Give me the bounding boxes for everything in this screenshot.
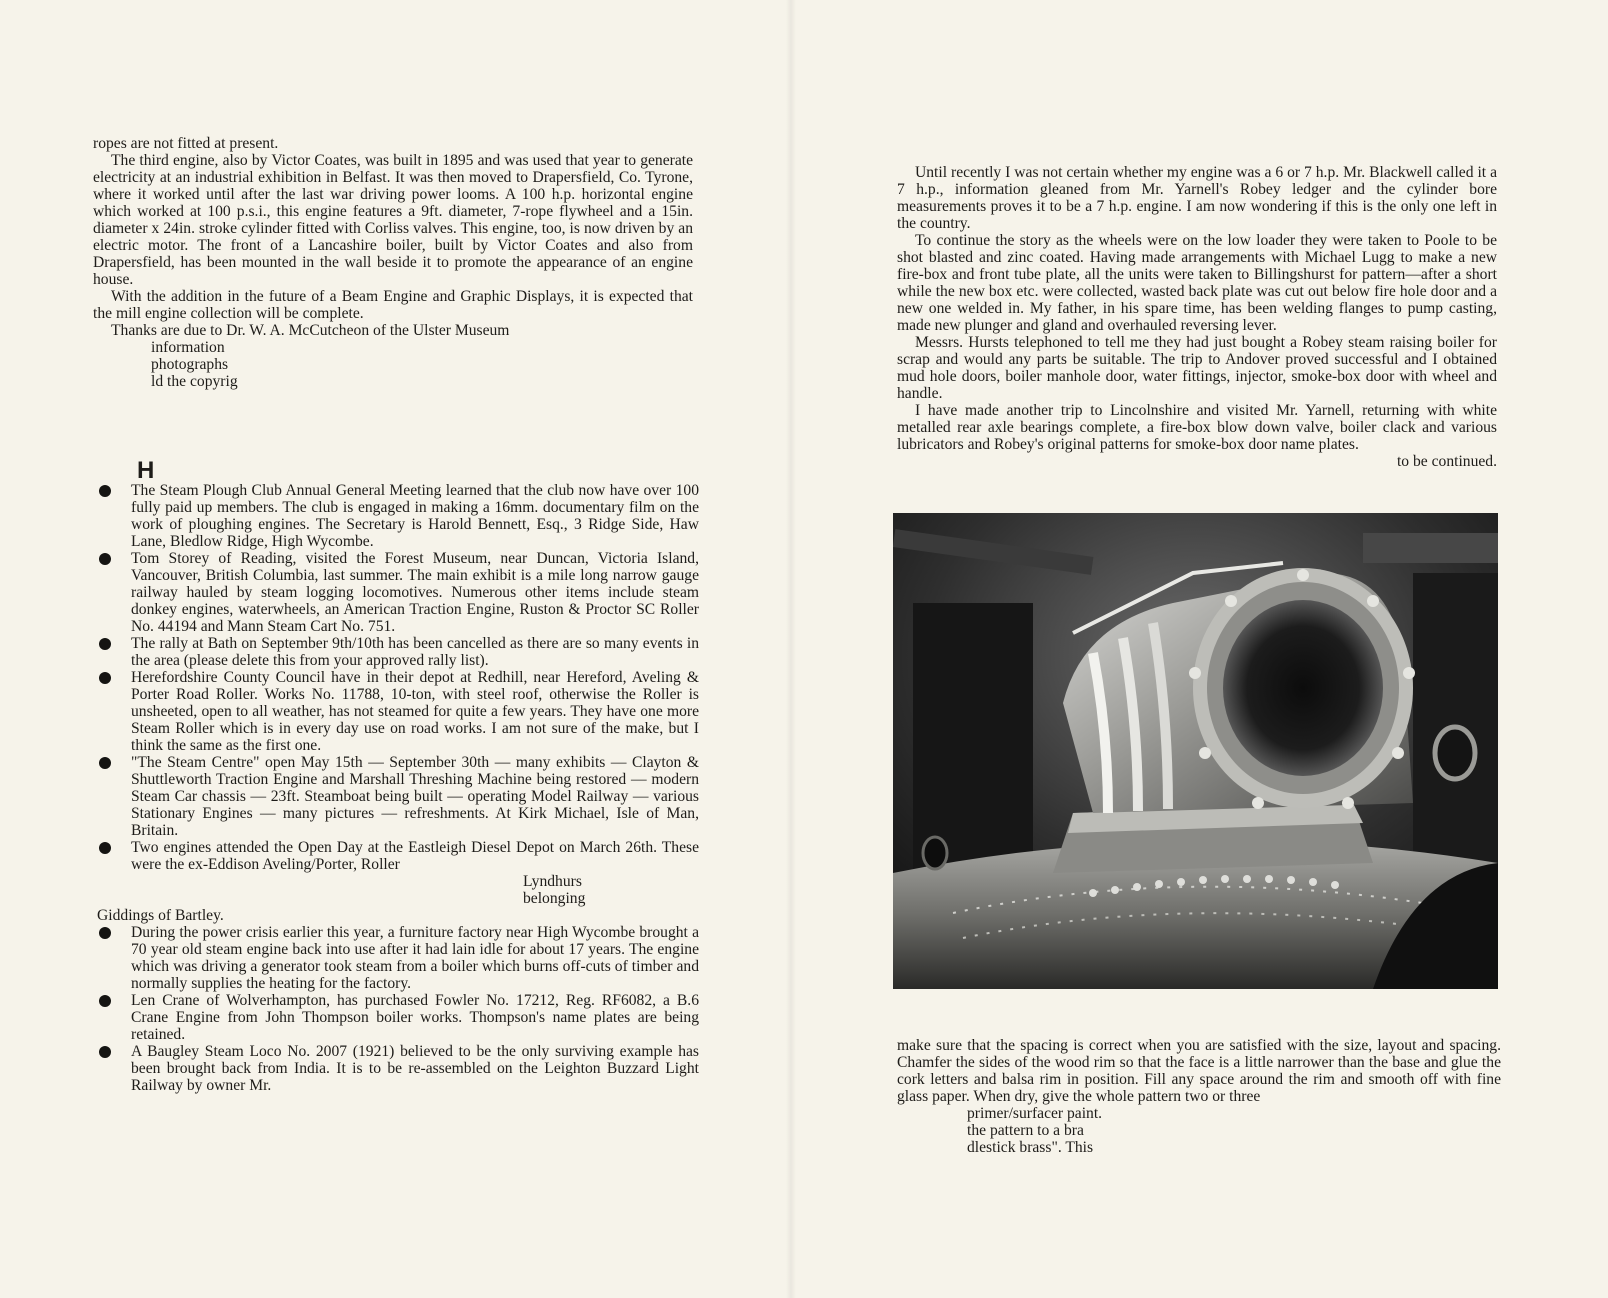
paragraph-hursts: Messrs. Hursts telephoned to tell me they had just bought a Robey steam raising boiler for scrap and would any parts be suitable. The trip to Andover proved successful and I obtained mud hole doors, boiler manhole door, water fittings, injector, smoke-box door with wheel and handle.: [897, 334, 1497, 402]
section-heading-letter: H: [137, 457, 155, 484]
news-item-forest-museum: Tom Storey of Reading, visited the Forest Museum, near Duncan, Victoria Island, Vancouver, British Columbia, last summer. The main exhibit is a mile long narrow gauge railway hauled by steam logging locomotives. Numerous other items include steam donkey engines, waterwheels, an American Traction Engine, Ruston & Proctor SC Roller No. 44194 and Mann Steam Cart No. 751.: [93, 550, 699, 635]
bullet-dot-icon: [99, 757, 111, 769]
bullet-dot-icon: [99, 485, 111, 497]
bullet-dot-icon: [99, 995, 111, 1007]
fragment-copyright: ld the copyrig: [151, 373, 238, 390]
photo-engine-cylinder: [893, 513, 1498, 989]
fragment-giddings: Giddings of Bartley.: [97, 907, 224, 924]
news-list: [93, 482, 699, 1094]
paragraph-thanks: Thanks are due to Dr. W. A. McCutcheon of the Ulster Museum: [111, 322, 510, 339]
paragraph-beam-engine: With the addition in the future of a Beam Engine and Graphic Displays, it is expected that the mill engine collection will be complete.: [93, 288, 693, 322]
news-item-bath-rally: The rally at Bath on September 9th/10th has been cancelled as there are so many events in the area (please delete this from your approved rally list).: [93, 635, 699, 669]
news-item-eastleigh-open-day: Two engines attended the Open Day at the Eastleigh Diesel Depot on March 26th. These were the ex-Eddison Aveling/Porter, Roller Lyndhurs belonging Giddings of Bartley.: [97, 839, 699, 924]
paragraph-continue-story: To continue the story as the wheels were on the low loader they were taken to Poole to be shot blasted and zinc coated. Having made arrangements with Michael Lugg to make a new fire-box and front tube plate, all the units were taken to Billingshurst for pattern—after a short while the new box etc. were collected, wasted back plate was cut out below fire hole door and a new one welded in. My father, in his spare time, has been welding flanges to pump casting, made new plunger and gland and overhauled reversing lever.: [897, 232, 1497, 334]
fragment-lyndhurst: Lyndhurs: [523, 873, 582, 890]
paragraph-pattern-instructions: make sure that the spacing is correct when you are satisfied with the size, layout and spacing. Chamfer the sides of the wood rim so that the face is a little narrower than the base and glue the cork letters and balsa rim in position. Fill any space around the rim and smooth off with fine glass paper. When dry, give the whole pattern two or three: [897, 1037, 1501, 1105]
fragment-primer: primer/surfacer paint.: [967, 1105, 1103, 1122]
left-column-top-text: [93, 135, 693, 390]
news-item-steam-plough-club: The Steam Plough Club Annual General Meeting learned that the club now have over 100 fully paid up members. The club is engaged in making a 16mm. documentary film on the work of ploughing engines. The Secretary is Harold Bennett, Esq., 3 Ridge Side, Haw Lane, Bledlow Ridge, High Wycombe.: [93, 482, 699, 550]
news-item-power-crisis: During the power crisis earlier this year, a furniture factory near High Wycombe brought a 70 year old steam engine back into use after it had lain idle for about 17 years. The engine which was driving a generator took steam from a boiler which burns off-cuts of timber and normally supplies the heating for the factory.: [93, 924, 699, 992]
news-item-baugley-loco: A Baugley Steam Loco No. 2007 (1921) believed to be the only surviving example has been brought back from India. It is to be re-assembled on the Leighton Buzzard Light Railway by owner Mr.: [93, 1043, 699, 1094]
to-be-continued: to be continued.: [1396, 453, 1497, 470]
engine-cylinder-photo-illustration: [893, 513, 1498, 989]
right-column-top-text: [897, 164, 1497, 470]
bullet-dot-icon: [99, 927, 111, 939]
news-item-len-crane: Len Crane of Wolverhampton, has purchased Fowler No. 17212, Reg. RF6082, a B.6 Crane Engine from John Thompson boiler works. Thompson's name plates are being retained.: [93, 992, 699, 1043]
fragment-belonging: belonging: [523, 890, 586, 907]
bullet-dot-icon: [99, 842, 111, 854]
bullet-dot-icon: [99, 638, 111, 650]
paragraph-third-engine: The third engine, also by Victor Coates, was built in 1895 and was used that year to generate electricity at an industrial exhibition in Belfast. It was then moved to Drapersfield, Co. Tyrone, where it worked until after the last war driving power looms. A 100 h.p. horizontal engine which worked at 100 p.s.i., this engine features a 9ft. diameter, 7-rope flywheel and a 15in. diameter x 24in. stroke cylinder fitted with Corliss valves. This engine, too, is now driven by an electric motor. The front of a Lancashire boiler, built by Victor Coates and also from Drapersfield, has been mounted in the wall beside it to promote the appearance of an engine house.: [93, 152, 693, 288]
paragraph-ropes: ropes are not fitted at present.: [93, 135, 279, 152]
fragment-photographs: photographs: [151, 356, 229, 373]
news-item-steam-centre: "The Steam Centre" open May 15th — September 30th — many exhibits — Clayton & Shuttleworth Traction Engine and Marshall Threshing Machine being restored — modern Steam Car chassis — 23ft. Steamboat being built — operating Model Railway — various Stationary Engines — many pictures — refreshments. At Kirk Michael, Isle of Man, Britain.: [93, 754, 699, 839]
news-item-herefordshire-roller: Herefordshire County Council have in their depot at Redhill, near Hereford, Aveling & Porter Road Roller. Works No. 11788, 10-ton, with steel roof, otherwise the Roller is unsheeted, open to all weather, has not steamed for quite a few years. They have one more Steam Roller which is in every day use on road works. I am not sure of the make, but I think the same as the first one.: [93, 669, 699, 754]
fragment-pattern-brass: the pattern to a bra: [967, 1122, 1084, 1139]
fragment-candlestick: dlestick brass". This: [967, 1139, 1094, 1156]
fragment-information: information: [151, 339, 225, 356]
bullet-dot-icon: [99, 1046, 111, 1058]
bullet-dot-icon: [99, 672, 111, 684]
paragraph-lincolnshire: I have made another trip to Lincolnshire and visited Mr. Yarnell, returning with white metalled rear axle bearings complete, a fire-box blow down valve, boiler clack and various lubricators and Robey's original patterns for smoke-box door name plates.: [897, 402, 1497, 453]
bullet-dot-icon: [99, 553, 111, 565]
paragraph-engine-hp: Until recently I was not certain whether my engine was a 6 or 7 h.p. Mr. Blackwell called it a 7 h.p., information gleaned from Mr. Yarnell's Robey ledger and the cylinder bore measurements proves it to be a 7 h.p. engine. I am now wondering if this is the only one left in the country.: [897, 164, 1497, 232]
right-column-bottom-text: [897, 1037, 1501, 1156]
